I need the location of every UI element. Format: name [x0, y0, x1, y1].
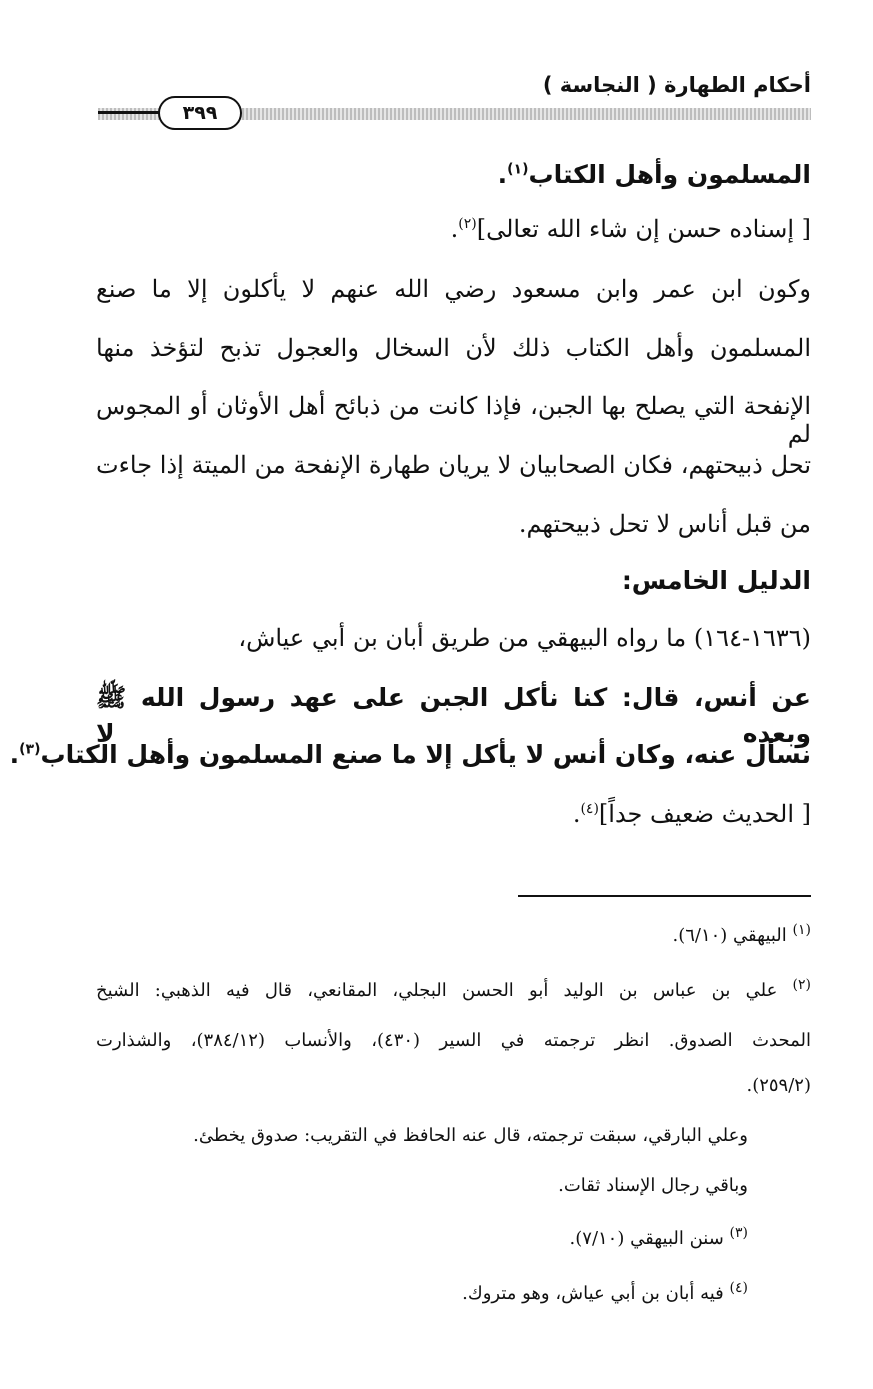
body-line-1-text: المسلمون وأهل الكتاب — [528, 160, 811, 189]
footnote-2-line-1 — [96, 977, 811, 1001]
grade-2-end: . — [572, 800, 581, 828]
paragraph-line-5: من قبل أناس لا تحل ذبيحتهم. — [518, 510, 811, 538]
footnote-ref-3: (٣) — [19, 741, 41, 758]
running-title: أحكام الطهارة ( النجاسة ) — [542, 73, 811, 97]
body-line-1 — [96, 160, 811, 189]
footnote-1-number: (١) — [792, 922, 811, 938]
footnote-separator — [518, 895, 811, 897]
paragraph-line-2: المسلمون وأهل الكتاب ذلك لأن السخال والعجول تذبح لتؤخذ منها — [96, 334, 811, 362]
footnote-3-text: سنن البيهقي (٧/١٠). — [569, 1228, 724, 1249]
section-heading: الدليل الخامس: — [621, 566, 811, 595]
footnote-4 — [96, 1280, 748, 1304]
footnote-2-line-1-text: علي بن عباس بن الوليد أبو الحسن البجلي، المقانعي، قال فيه الذهبي: الشيخ — [96, 980, 778, 1001]
narration-line: (١٦٣٦-١٦٤) ما رواه البيهقي من طريق أبان بن أبي عياش، — [238, 624, 811, 652]
paragraph-line-3: الإنفحة التي يصلح بها الجبن، فإذا كانت من ذبائح أهل الأوثان أو المجوس لم — [96, 392, 811, 448]
page-number: ٣٩٩ — [158, 96, 242, 130]
footnote-ref-2: (٢) — [458, 216, 477, 232]
paragraph-line-1: وكون ابن عمر وابن مسعود رضي الله عنهم لا يأكلون إلا ما صنع — [96, 275, 811, 303]
paragraph-line-4: تحل ذبيحتهم، فكان الصحابيان لا يريان طهارة الإنفحة من الميتة إذا جاءت — [96, 451, 811, 479]
hadith-line-2-text: نسأل عنه، وكان أنس لا يأكل إلا ما صنع المسلمون وأهل الكتاب — [40, 740, 811, 769]
footnote-2-line-2: المحدث الصدوق. انظر ترجمته في السير (٤٣٠)، والأنساب (٣٨٤/١٢)، والشذارت — [96, 1030, 811, 1051]
footnote-2-line-5: وباقي رجال الإسناد ثقات. — [558, 1175, 748, 1196]
footnote-1 — [96, 922, 811, 946]
grade-line-1 — [96, 215, 811, 243]
footnote-4-text: فيه أبان بن أبي عياش، وهو متروك. — [462, 1283, 724, 1304]
footnote-2-line-4: وعلي البارقي، سبقت ترجمته، قال عنه الحافظ في التقريب: صدوق يخطئ. — [193, 1125, 748, 1146]
footnote-3 — [96, 1225, 748, 1249]
hadith-line-1: عن أنس، قال: كنا نأكل الجبن على عهد رسول الله ﷺ وبعده لا — [96, 683, 811, 748]
grade-1-end: . — [450, 215, 459, 243]
body-line-1-end: . — [497, 160, 508, 189]
footnote-ref-4: (٤) — [580, 801, 599, 817]
grade-1-text: [ إسناده حسن إن شاء الله تعالى] — [476, 215, 811, 243]
hadith-line-2-end: . — [9, 740, 20, 769]
hadith-line-2 — [9, 740, 811, 769]
footnote-2-number: (٢) — [792, 977, 811, 993]
footnote-ref-1: (١) — [507, 161, 529, 178]
footnote-2-line-3: (٢٥٩/٢). — [746, 1075, 811, 1096]
grade-2-text: [ الحديث ضعيف جداً] — [598, 800, 811, 828]
grade-line-2 — [96, 800, 811, 828]
footnote-4-number: (٤) — [729, 1280, 748, 1296]
footnote-3-number: (٣) — [729, 1225, 748, 1241]
footnote-1-text: البيهقي (٦/١٠). — [672, 925, 787, 946]
